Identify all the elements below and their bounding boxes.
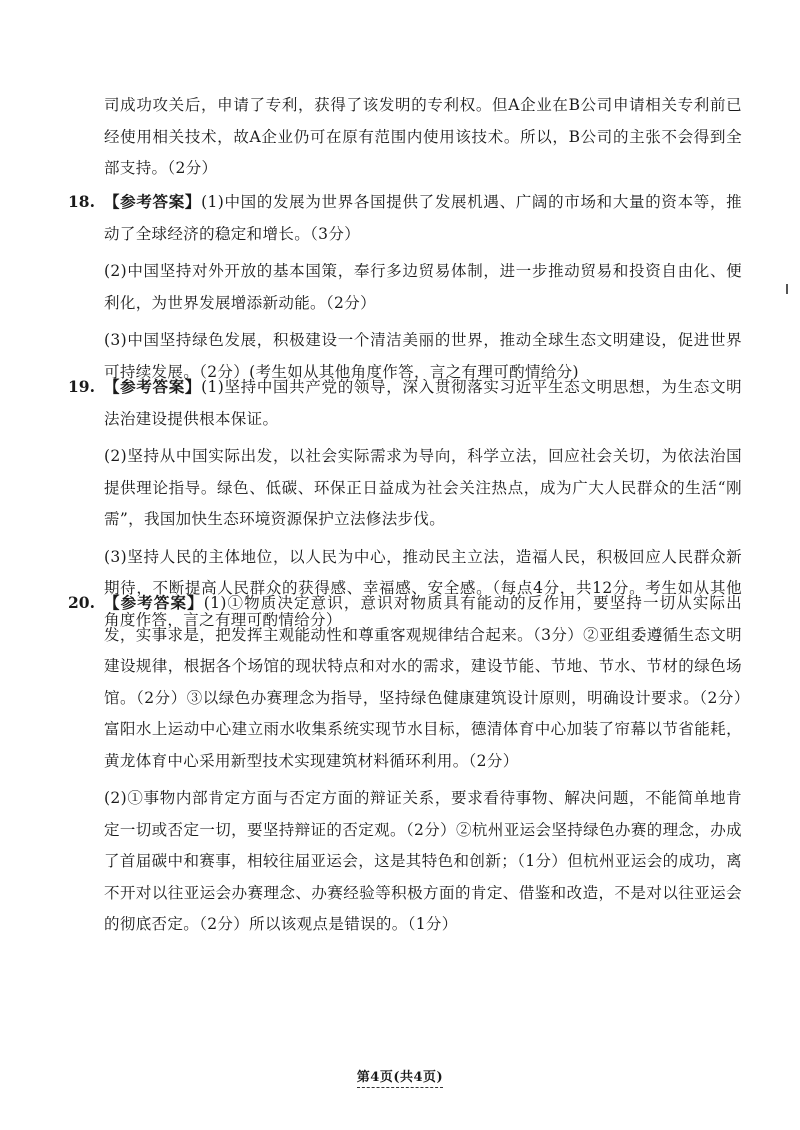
- answer-part-2: (2)①事物内部肯定方面与否定方面的辩证关系，要求看待事物、解决问题，不能简单地肯定一切或否定一切，要坚持辩证的否定观。（2分）②杭州亚运会坚持绿色办赛的理念，办成了首届碳中和赛事，相较往届亚运会，这是其特色和创新；（1分）但杭州亚运会的成功，离不开对以往亚运会办赛理念、办赛经验等积极方面的肯定、借鉴和改造，不是对以往亚运会的彻底否定。（2分）所以该观点是错误的。（1分）: [104, 789, 742, 933]
- answer-tag: 【参考答案】: [104, 377, 202, 396]
- answer-part-1: 【参考答案】(1)中国的发展为世界各国提供了发展机遇、广阔的市场和大量的资本等，推动了全球经济的稳定和增长。（3分）: [104, 192, 742, 243]
- question-number: 18.: [68, 192, 95, 211]
- question-number: 20.: [68, 593, 95, 612]
- answer-part-2: (2)坚持从中国实际出发，以社会实际需求为导向，科学立法，回应社会关切，为依法治国提供理论指导。绿色、低碳、环保正日益成为社会关注热点，成为广大人民群众的生活“刚需”，我国加快生态环境资源保护立法修法步伐。: [104, 447, 742, 528]
- question-number: 19.: [68, 377, 95, 396]
- answer-tag: 【参考答案】: [104, 192, 202, 211]
- page-number: 第4页(共4页): [357, 1070, 443, 1088]
- margin-mark: [786, 284, 788, 294]
- continuation-paragraph: 司成功攻关后，申请了专利，获得了该发明的专利权。但A企业在B公司申请相关专利前已经使用相关技术，故A企业仍可在原有范围内使用该技术。所以，B公司的主张不会得到全部支持。（2分）: [104, 96, 742, 177]
- answer-part-2: (2)中国坚持对外开放的基本国策，奉行多边贸易体制，进一步推动贸易和投资自由化、便利化，为世界发展增添新动能。（2分）: [104, 262, 742, 312]
- question-20: [68, 587, 742, 941]
- answer-part-1: 【参考答案】(1)①物质决定意识，意识对物质具有能动的反作用，要坚持一切从实际出发，实事求是，把发挥主观能动性和尊重客观规律结合起来。（3分）②亚组委遵循生态文明建设规律，根据各个场馆的现状特点和对水的需求，建设节能、节地、节水、节材的绿色场馆。（2分）③以绿色办赛理念为指导，坚持绿色健康建筑设计原则，明确设计要求。（2分）富阳水上运动中心建立雨水收集系统实现节水目标，德清体育中心加装了帘幕以节省能耗，黄龙体育中心采用新型技术实现建筑材料循环利用。（2分）: [104, 593, 742, 770]
- answer-part-3: (3)坚持人民的主体地位，以人民为中心，推动民主立法，造福人民，积极回应人民群众新期待，不断提高人民群众的获得感、幸福感、安全感。（每点4分，共12分。考生如从其他角度作答，言之有理可酌情给分）: [104, 547, 742, 629]
- page-footer: [0, 1066, 800, 1085]
- answer-part-1: 【参考答案】(1)坚持中国共产党的领导，深入贯彻落实习近平生态文明思想，为生态文明法治建设提供根本保证。: [104, 377, 742, 428]
- answer-part-3: (3)中国坚持绿色发展，积极建设一个清洁美丽的世界，推动全球生态文明建设，促进世界可持续发展。（2分）(考生如从其他角度作答，言之有理可酌情给分): [104, 331, 742, 381]
- answer-tag: 【参考答案】: [104, 593, 204, 612]
